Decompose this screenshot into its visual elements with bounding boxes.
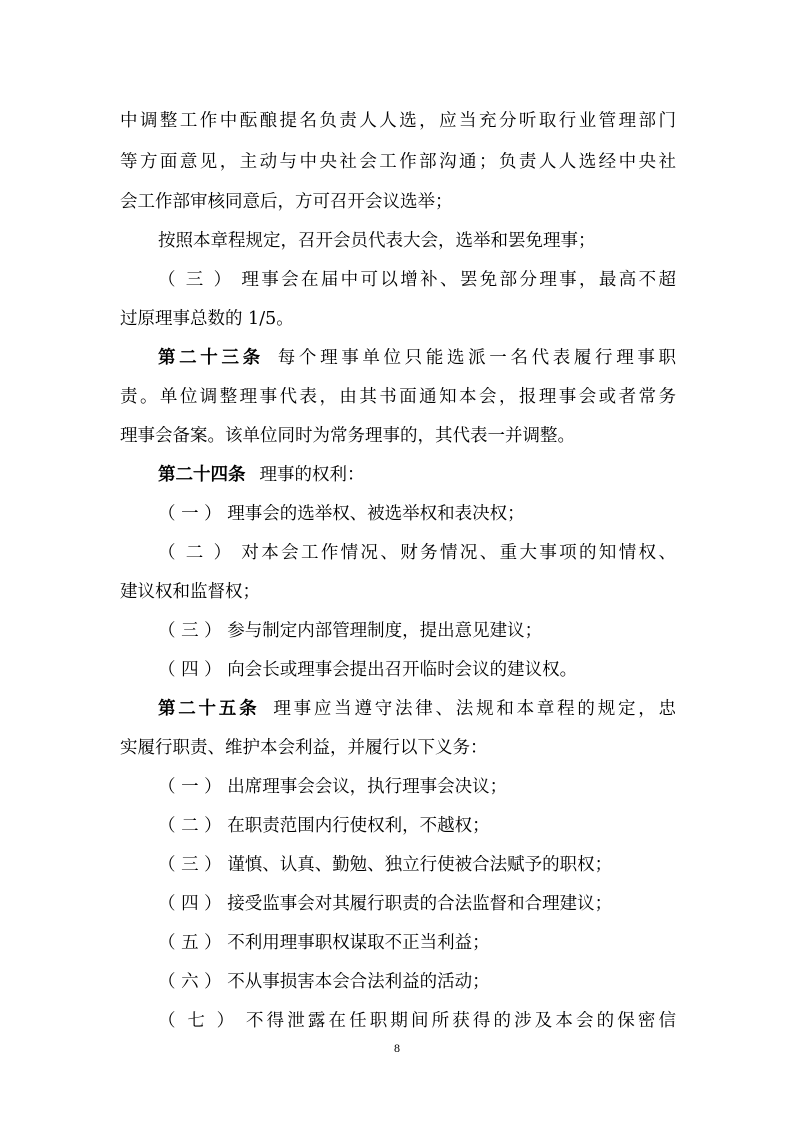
- body-line-20: （ 三 ） 谨慎、认真、勤勉、独立行使被合法赋予的职权；: [158, 855, 613, 875]
- body-line-18: （ 一 ） 出席理事会会议，执行理事会决议；: [158, 777, 508, 797]
- article-23-heading: 第二十三条: [158, 348, 264, 368]
- page-number: 8: [394, 1041, 400, 1055]
- article-23-text: 每个理事单位只能选派一名代表履行理事职: [277, 348, 677, 368]
- body-line-24: （ 七 ） 不得泄露在任职期间所获得的涉及本会的保密信: [158, 1011, 676, 1031]
- body-line-2: 等方面意见，主动与中央社会工作部沟通；负责人人选经中央社: [120, 152, 676, 172]
- body-line-5: （ 三 ） 理事会在届中可以增补、罢免部分理事，最高不超: [158, 270, 676, 290]
- body-line-22: （ 五 ） 不利用理事职权谋取不正当利益；: [158, 933, 490, 953]
- body-line-21: （ 四 ） 接受监事会对其履行职责的合法监督和合理建议；: [158, 894, 613, 914]
- body-line-15: （ 四 ） 向会长或理事会提出召开临时会议的建议权。: [158, 660, 578, 680]
- body-line-12: （ 二 ） 对本会工作情况、财务情况、重大事项的知情权、: [158, 543, 676, 563]
- body-line-14: （ 三 ） 参与制定内部管理制度，提出意见建议；: [158, 621, 543, 641]
- article-25-heading: 第二十五条: [158, 699, 260, 719]
- body-line-3: 会工作部审核同意后，方可召开会议选举；: [120, 192, 453, 212]
- article-25-line: [158, 697, 676, 721]
- article-24-line: [158, 463, 676, 487]
- body-line-8: 责。单位调整理事代表，由其书面通知本会，报理事会或者常务: [120, 387, 676, 407]
- article-25-text: 理事应当遵守法律、法规和本章程的规定，忠: [273, 699, 677, 719]
- body-line-13: 建议权和监督权；: [120, 582, 260, 602]
- article-24-text: 理事的权利：: [259, 465, 365, 485]
- body-line-9: 理事会备案。该单位同时为常务理事的，其代表一并调整。: [120, 426, 575, 446]
- body-line-17: 实履行职责、维护本会利益，并履行以下义务：: [120, 738, 488, 758]
- body-line-1: 中调整工作中酝酿提名负责人人选，应当充分听取行业管理部门: [120, 111, 676, 131]
- body-line-4: 按照本章程规定，召开会员代表大会，选举和罢免理事；: [158, 231, 596, 251]
- article-24-heading: 第二十四条: [158, 465, 246, 485]
- body-line-23: （ 六 ） 不从事损害本会合法利益的活动；: [158, 972, 490, 992]
- article-23-line: [158, 346, 676, 370]
- body-line-6: 过原理事总数的 1/5。: [120, 309, 294, 329]
- body-line-11: （ 一 ） 理事会的选举权、被选举权和表决权；: [158, 504, 525, 524]
- body-line-19: （ 二 ） 在职责范围内行使权利，不越权；: [158, 816, 490, 836]
